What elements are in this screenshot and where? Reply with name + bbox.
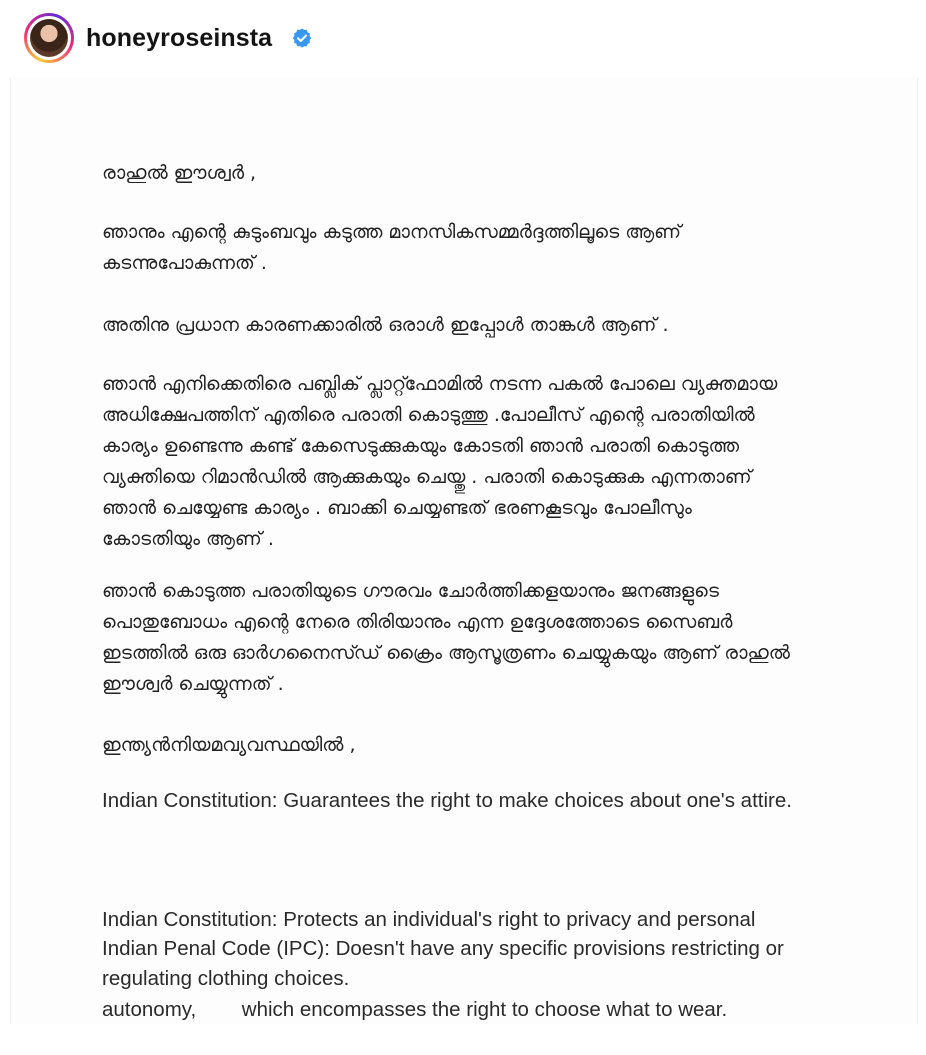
paragraph-line: ഞാനും എന്റെ കുടുംബവും കടുത്ത മാനസികസമ്മർദ്ദത്തിലൂടെ ആണ് <box>102 221 682 243</box>
avatar-photo <box>30 19 68 57</box>
paragraph-line: അധിക്ഷേപത്തിന് എതിരെ പരാതി കൊടുത്തു .പോലീസ് എന്റെ പരാതിയിൽ <box>102 404 755 426</box>
paragraph-line: ഇന്ത്യൻനിയമവ്യവസ്ഥയിൽ , <box>102 734 356 756</box>
paragraph-line: Indian Penal Code (IPC): Doesn't have any specific provisions restricting or <box>102 937 784 960</box>
paragraph-3 <box>102 369 862 555</box>
paragraph-line: കോടതിയും ആണ് . <box>102 528 274 550</box>
paragraph-line: Indian Constitution: Protects an individual's right to privacy and personal <box>102 908 756 931</box>
username-link[interactable]: honeyroseinsta <box>86 24 273 52</box>
salutation-text <box>102 158 862 189</box>
verified-badge-icon <box>291 27 313 49</box>
paragraph-line: ഇടത്തിൽ ഒരു ഓർഗനൈസ്ഡ് ക്രൈം ആസൂത്രണം ചെയ്യുകയും ആണ് രാഹുൽ <box>102 642 790 664</box>
paragraph-2 <box>102 310 862 341</box>
paragraph-line: regulating clothing choices. <box>102 967 350 990</box>
profile-avatar[interactable] <box>24 13 74 63</box>
paragraph-4 <box>102 576 862 700</box>
paragraph-line: പൊതുബോധം എന്റെ നേരെ തിരിയാനും എന്ന ഉദ്ദേശത്തോടെ സൈബർ <box>102 611 733 633</box>
paragraph-line: കടന്നുപോകുന്നത് . <box>102 252 267 274</box>
paragraph-5 <box>102 730 862 761</box>
paragraph-1 <box>102 217 862 279</box>
paragraph-line: അതിനു പ്രധാന കാരണക്കാരിൽ ഒരാൾ ഇപ്പോൾ താങ്കൾ ആണ് . <box>102 314 669 336</box>
paragraph-line: autonomy, which encompasses the right to choose what to wear. <box>102 998 728 1021</box>
paragraph-line: ഞാൻ കൊടുത്ത പരാതിയുടെ ഗൗരവം ചോർത്തിക്കളയാനും ജനങ്ങളുടെ <box>102 580 719 602</box>
paragraph-line: ഞാൻ എനിക്കെതിരെ പബ്ലിക് പ്ലാറ്റ്ഫോമിൽ നടന്ന പകൽ പോലെ വ്യക്തമായ <box>102 373 778 395</box>
english-paragraph-1 <box>102 786 862 816</box>
english-paragraph-3 <box>102 934 862 994</box>
salutation-line: രാഹുൽ ഈശ്വർ , <box>102 162 257 184</box>
paragraph-line: ഞാൻ ചെയ്യേണ്ട കാര്യം . ബാക്കി ചെയ്യണ്ടത് ഭരണകൂടവും പോലീസും <box>102 497 692 519</box>
post-header <box>0 0 926 78</box>
paragraph-line: ഈശ്വർ ചെയ്യുന്നത് . <box>102 673 284 695</box>
paragraph-line: വ്യക്തിയെ റിമാൻഡിൽ ആക്കുകയും ചെയ്തു . പരാതി കൊടുക്കുക എന്നതാണ് <box>102 466 752 488</box>
paragraph-line: Indian Constitution: Guarantees the right to make choices about one's attire. <box>102 789 792 812</box>
paragraph-line: കാര്യം ഉണ്ടെന്നു കണ്ട് കേസെടുക്കുകയും കോടതി ഞാൻ പരാതി കൊടുത്ത <box>102 435 739 457</box>
